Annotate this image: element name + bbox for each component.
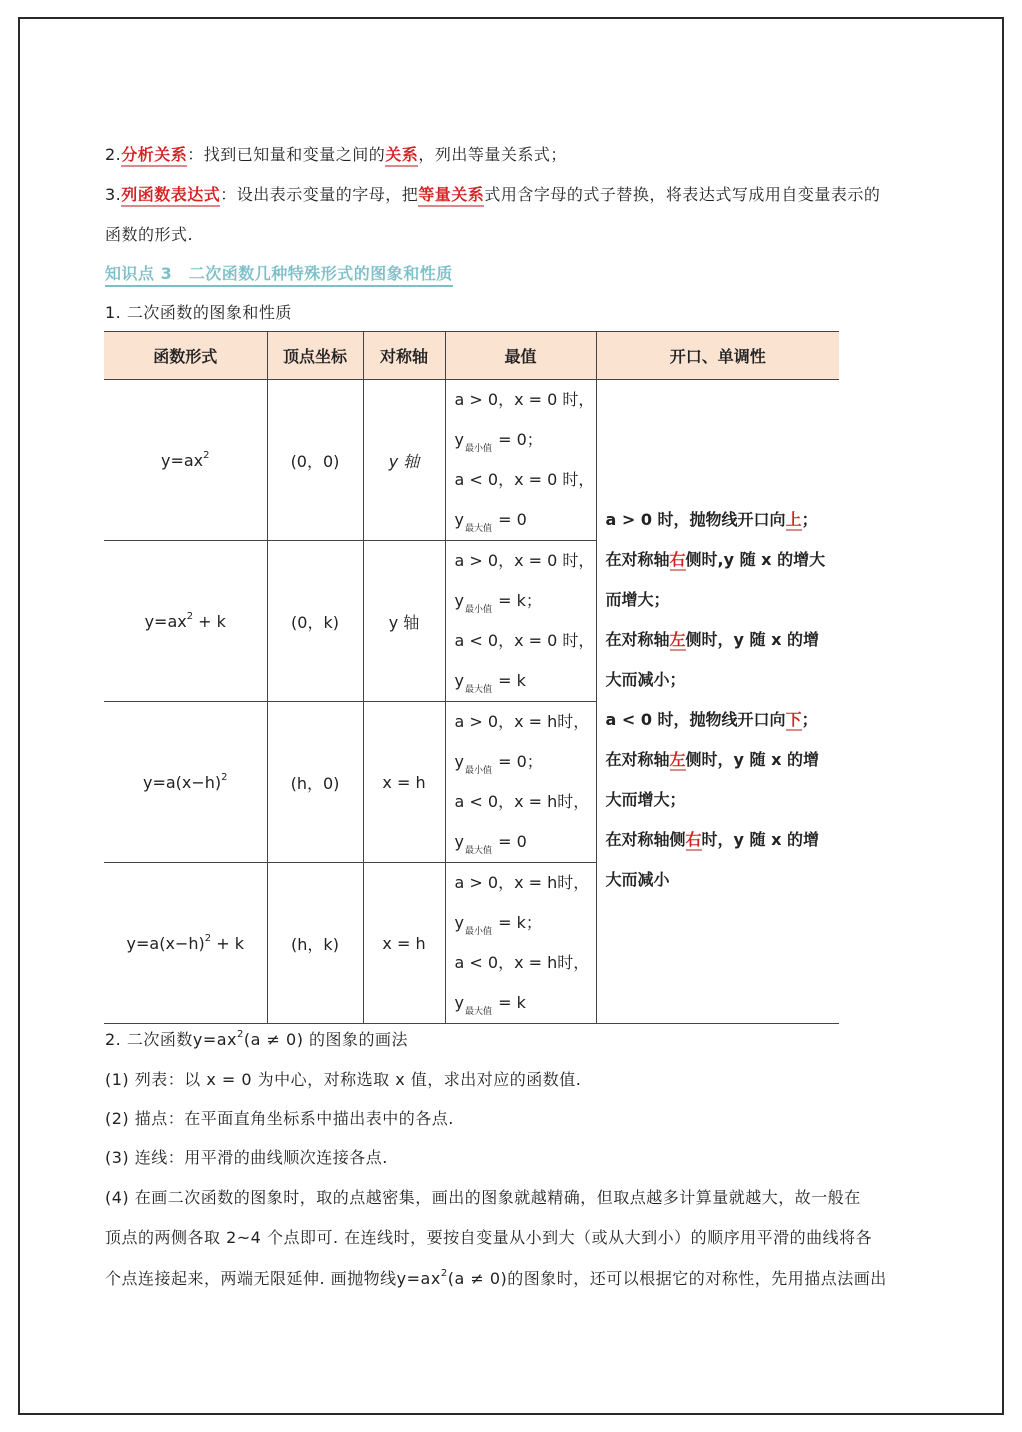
mono-text: 大而增大； <box>605 790 686 809</box>
mono-line <box>606 700 840 740</box>
mv-sub: 最大值 <box>464 685 492 695</box>
mono-text: a < 0 时，抛物线开口向 <box>605 710 786 729</box>
extreme-value-cell <box>445 380 596 541</box>
mono-line <box>606 740 840 780</box>
step-3-continuation: 函数的形式. <box>105 225 194 244</box>
step-keyword: 列函数表达式 <box>121 185 220 207</box>
item-4-line-1: (4) 在画二次函数的图象时，取的点越密集，画出的图象就越精确，但取点越多计算量就越大，故一般在 <box>105 1188 861 1207</box>
exponent: 2 <box>440 1268 448 1279</box>
mono-text: ； <box>801 710 818 729</box>
mono-text: 在对称轴 <box>605 550 670 569</box>
mv-line: a > 0，x = h时， <box>454 873 590 892</box>
axis-cell: x = h <box>363 863 445 1024</box>
section-2-text: 2. 二次函数y=ax <box>105 1030 238 1049</box>
mono-highlight: 上 <box>785 510 802 529</box>
extreme-value-cell <box>445 863 596 1024</box>
step-text: ，列出等量关系式； <box>418 145 567 164</box>
mono-line <box>606 620 840 660</box>
function-form-cell <box>104 541 267 702</box>
mv-sub: 最大值 <box>464 846 492 856</box>
mono-highlight: 左 <box>669 750 686 769</box>
mono-text: ； <box>801 510 818 529</box>
mono-text: 侧时,y 随 x 的增大 <box>685 550 826 569</box>
exponent: 2 <box>186 610 194 622</box>
mono-line <box>606 580 840 620</box>
mv-val: = 0； <box>492 752 543 771</box>
mv-line <box>455 822 596 862</box>
item-text: 个点连接起来，两端无限延伸. 画抛物线y=ax <box>105 1269 441 1288</box>
mv-line: a < 0，x = h时， <box>454 953 590 972</box>
mv-line <box>455 661 596 701</box>
item-4-line-2: 顶点的两侧各取 2~4 个点即可. 在连线时，要按自变量从小到大（或从大到小）的顺序用平滑的曲线将各 <box>105 1228 873 1247</box>
mono-text: 侧时，y 随 x 的增 <box>685 750 819 769</box>
step-text: 式用含字母的式子替换，将表达式写成用自变量表示的 <box>484 185 881 204</box>
function-form-cell <box>104 863 267 1024</box>
vertex-cell: (0，0) <box>267 380 363 541</box>
axis-cell: y 轴 <box>363 380 445 541</box>
mv-val: = k； <box>492 591 542 610</box>
step-3-line <box>105 184 880 206</box>
mv-y: y <box>454 913 464 932</box>
mv-y: y <box>454 591 464 610</box>
mv-line <box>455 420 596 460</box>
function-form-cell <box>104 702 267 863</box>
mv-sub: 最小值 <box>464 766 492 776</box>
mv-line: a > 0，x = h时， <box>454 712 590 731</box>
item-2: (2) 描点：在平面直角坐标系中描出表中的各点. <box>105 1109 454 1128</box>
function-form-tail: + k <box>211 933 244 953</box>
mv-val: = 0 <box>492 832 527 851</box>
function-form-cell <box>104 380 267 541</box>
mono-text: 时，y 随 x 的增 <box>701 830 819 849</box>
function-form-tail: + k <box>193 611 226 631</box>
mv-line: a < 0，x = 0 时， <box>454 470 595 489</box>
mv-sub: 最小值 <box>464 444 492 454</box>
mono-line <box>606 860 840 900</box>
mv-sub: 最小值 <box>464 605 492 615</box>
mv-y: y <box>454 752 464 771</box>
mv-val: = k <box>492 993 526 1012</box>
mv-line: a > 0，x = 0 时， <box>454 390 595 409</box>
mono-highlight: 右 <box>669 550 686 569</box>
mono-text: 在对称轴侧 <box>605 830 686 849</box>
mv-line: a < 0，x = h时， <box>454 792 590 811</box>
mv-sub: 最小值 <box>464 927 492 937</box>
mono-text: 大而减小 <box>605 870 670 889</box>
step-number: 2. <box>105 145 122 164</box>
mono-highlight: 下 <box>785 710 802 729</box>
mono-text: 在对称轴 <box>605 630 670 649</box>
monotonicity-cell <box>596 380 839 1024</box>
mono-text: 侧时，y 随 x 的增 <box>685 630 819 649</box>
mv-y: y <box>454 671 464 690</box>
function-form: y=ax <box>144 611 187 631</box>
mv-line: a > 0，x = 0 时， <box>454 551 595 570</box>
mono-line <box>606 660 840 700</box>
section-2-text: (a ≠ 0) 的图象的画法 <box>243 1030 409 1049</box>
axis-cell: y 轴 <box>363 541 445 702</box>
table-row <box>104 380 839 541</box>
mono-line <box>606 780 840 820</box>
step-text: ：设出表示变量的字母，把 <box>220 185 419 204</box>
step-2-line <box>105 144 567 166</box>
section-2-title <box>105 1029 408 1051</box>
exponent: 2 <box>203 449 210 461</box>
mv-line <box>455 581 596 621</box>
item-4-line-3 <box>105 1268 887 1290</box>
mv-line <box>455 500 596 540</box>
item-text: (a ≠ 0)的图象时，还可以根据它的对称性，先用描点法画出 <box>447 1269 887 1288</box>
mv-y: y <box>454 832 464 851</box>
function-form: y=a(x−h) <box>142 772 222 792</box>
step-number: 3. <box>105 185 122 204</box>
axis-cell: x = h <box>363 702 445 863</box>
properties-table <box>104 331 839 1024</box>
mono-text: 而增大； <box>605 590 670 609</box>
mv-line <box>455 742 596 782</box>
mono-line <box>606 820 840 860</box>
exponent: 2 <box>204 932 212 944</box>
vertex-cell: (h，0) <box>267 702 363 863</box>
mono-line <box>606 500 840 540</box>
extreme-value-cell <box>445 541 596 702</box>
exponent: 2 <box>237 1029 244 1040</box>
knowledge-point-heading <box>105 263 453 285</box>
header-cell: 最值 <box>445 332 596 380</box>
mv-sub: 最大值 <box>464 524 492 534</box>
mv-val: = k <box>492 671 526 690</box>
mono-text: a > 0 时，抛物线开口向 <box>605 510 786 529</box>
mono-text: 大而减小； <box>605 670 686 689</box>
exponent: 2 <box>221 771 228 783</box>
item-1: (1) 列表：以 x = 0 为中心，对称选取 x 值，求出对应的函数值. <box>105 1070 582 1089</box>
vertex-cell: (h，k) <box>267 863 363 1024</box>
mv-val: = 0； <box>492 430 543 449</box>
highlight-word: 关系 <box>385 145 418 167</box>
mv-line <box>455 903 596 943</box>
section-1-title: 1. 二次函数的图象和性质 <box>105 303 292 322</box>
mv-y: y <box>454 430 464 449</box>
mv-val: = 0 <box>492 510 527 529</box>
mv-line <box>455 983 596 1023</box>
extreme-value-cell <box>445 702 596 863</box>
vertex-cell: (0，k) <box>267 541 363 702</box>
function-form: y=a(x−h) <box>126 933 205 953</box>
step-keyword: 分析关系 <box>121 145 187 167</box>
mono-highlight: 右 <box>685 830 702 849</box>
header-cell: 函数形式 <box>104 332 267 380</box>
header-cell: 顶点坐标 <box>267 332 363 380</box>
mv-y: y <box>454 993 464 1012</box>
mono-line <box>606 540 840 580</box>
item-3: (3) 连线：用平滑的曲线顺次连接各点. <box>105 1148 388 1167</box>
mv-val: = k； <box>492 913 542 932</box>
table-header-row <box>104 332 839 380</box>
function-form: y=ax <box>160 450 204 470</box>
mv-y: y <box>454 510 464 529</box>
header-cell: 对称轴 <box>363 332 445 380</box>
mv-sub: 最大值 <box>464 1007 492 1017</box>
header-cell: 开口、单调性 <box>596 332 839 380</box>
mv-line: a < 0，x = 0 时， <box>454 631 595 650</box>
mono-text: 在对称轴 <box>605 750 670 769</box>
highlight-word: 等量关系 <box>418 185 484 207</box>
mono-highlight: 左 <box>669 630 686 649</box>
step-text: ：找到已知量和变量之间的 <box>187 145 386 164</box>
knowledge-point-title: 知识点 3 二次函数几种特殊形式的图象和性质 <box>105 264 453 287</box>
